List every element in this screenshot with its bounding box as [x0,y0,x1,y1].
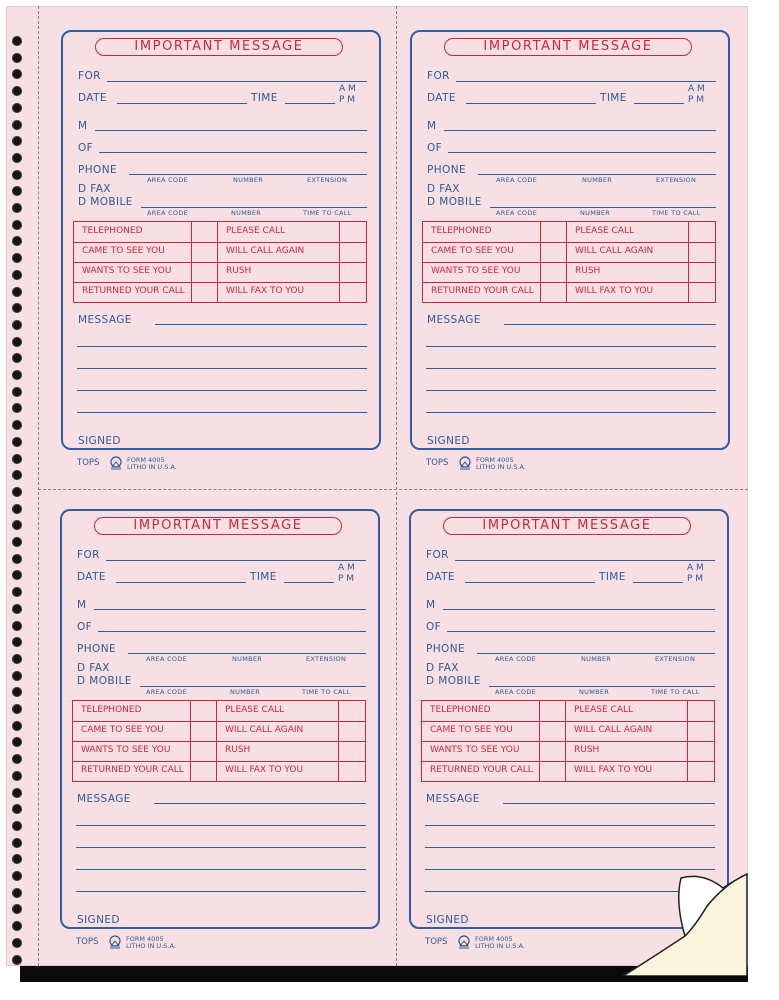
time-to-call-caption: TIME TO CALL [302,688,351,696]
binding-hole [12,888,22,898]
grid-row-divider [74,282,366,283]
date-field[interactable] [117,103,247,104]
binding-hole [12,170,22,180]
time-label: TIME [250,571,277,583]
option-returned-your-call[interactable]: RETURNED YOUR CALL [431,286,534,296]
mobile-label: MOBILE [438,675,481,687]
message-line[interactable] [425,847,715,848]
area-code-caption: AREA CODE [495,655,537,663]
option-returned-your-call[interactable]: RETURNED YOUR CALL [430,765,533,775]
option-will-fax-to-you[interactable]: WILL FAX TO YOU [225,765,304,775]
option-will-call-again[interactable]: WILL CALL AGAIN [225,725,304,735]
option-will-fax-to-you[interactable]: WILL FAX TO YOU [226,286,305,296]
binding-hole [12,320,22,330]
binding-hole [12,353,22,363]
binding-hole [12,387,22,397]
grid-col-divider [539,701,540,781]
extension-caption: EXTENSION [656,176,697,184]
message-line[interactable] [426,368,716,369]
grid-row-divider [73,721,365,722]
for-field[interactable] [106,560,366,561]
option-will-call-again[interactable]: WILL CALL AGAIN [575,246,654,256]
fax-checkbox-icon: D [78,183,87,195]
binding-hole [12,704,22,714]
message-line[interactable] [77,390,367,391]
option-telephoned[interactable]: TELEPHONED [430,705,491,715]
slip-title: IMPORTANT MESSAGE [95,38,343,56]
option-rush[interactable]: RUSH [225,745,251,755]
time-field[interactable] [633,582,683,583]
options-grid [72,700,366,782]
message-line[interactable] [155,324,367,325]
binding-hole [12,838,22,848]
area-code-caption-2: AREA CODE [147,209,189,217]
binding-hole [12,103,22,113]
grid-col-divider [687,701,688,781]
number-caption-2: NUMBER [580,209,611,217]
of-label: OF [426,621,442,633]
area-code-caption: AREA CODE [496,176,538,184]
phone-field[interactable] [478,174,716,175]
form-number: FORM 4005 [127,456,165,464]
grid-col-divider [191,222,192,302]
grid-col-divider [338,701,339,781]
grid-col-divider [339,222,340,302]
binding-hole [12,337,22,347]
time-field[interactable] [285,103,335,104]
binding-hole [12,654,22,664]
binding-hole [12,554,22,564]
binding-hole [12,69,22,79]
number-caption: NUMBER [582,176,613,184]
binding-hole [12,621,22,631]
signed-label: SIGNED [77,914,120,926]
grid-row-divider [423,262,715,263]
am-label: A M [338,563,355,573]
for-label: FOR [426,549,449,561]
phone-label: PHONE [427,164,466,176]
binding-hole [12,771,22,781]
option-please-call[interactable]: PLEASE CALL [574,705,634,715]
option-wants-to-see-you[interactable]: WANTS TO SEE YOU [81,745,171,755]
binding-hole [12,871,22,881]
binding-hole [12,186,22,196]
binding-hole [12,253,22,263]
options-grid [421,700,715,782]
made-in-label: LITHO IN U.S.A. [475,942,525,950]
option-will-fax-to-you[interactable]: WILL FAX TO YOU [575,286,654,296]
option-came-to-see-you[interactable]: CAME TO SEE YOU [430,725,513,735]
number-caption-2: NUMBER [230,688,261,696]
binding-hole [12,854,22,864]
am-label: A M [339,84,356,94]
slip-footer-4 [425,935,555,953]
pm-label: P M [688,95,705,105]
form-number: FORM 4005 [126,935,164,943]
signed-label: SIGNED [427,435,470,447]
fax-checkbox-icon: D [77,662,86,674]
date-label: DATE [77,571,106,583]
date-field[interactable] [116,582,246,583]
brand-label: TOPS [77,458,100,468]
time-label: TIME [599,571,626,583]
fax-mobile-field[interactable] [141,207,367,208]
fax-label: FAX [90,183,111,195]
grid-col-divider [688,222,689,302]
grid-row-divider [73,741,365,742]
binding-hole [12,487,22,497]
message-label: MESSAGE [77,793,131,805]
mobile-checkbox-icon: D [426,675,435,687]
m-field[interactable] [95,130,367,131]
horizontal-perforation [38,489,748,490]
for-field[interactable] [107,81,367,82]
fax-mobile-field[interactable] [140,686,366,687]
binding-hole [12,737,22,747]
grid-row-divider [74,242,366,243]
binding-hole [12,287,22,297]
phone-label: PHONE [78,164,117,176]
pm-label: P M [338,574,355,584]
binding-hole [12,420,22,430]
slip-footer-3 [76,935,206,953]
option-came-to-see-you[interactable]: CAME TO SEE YOU [82,246,165,256]
binding-hole [12,437,22,447]
message-slip-2 [410,30,730,450]
option-came-to-see-you[interactable]: CAME TO SEE YOU [431,246,514,256]
binding-hole [12,587,22,597]
time-field[interactable] [634,103,684,104]
message-line[interactable] [504,324,716,325]
message-slip-1 [61,30,381,450]
area-code-caption: AREA CODE [147,176,189,184]
mobile-checkbox[interactable] [427,196,482,208]
binding-hole [12,470,22,480]
binding-hole [12,637,22,647]
option-will-call-again[interactable]: WILL CALL AGAIN [226,246,305,256]
option-returned-your-call[interactable]: RETURNED YOUR CALL [81,765,184,775]
fax-checkbox[interactable] [427,183,460,195]
mobile-checkbox-icon: D [77,675,86,687]
binding-hole [12,370,22,380]
m-label: M [77,599,87,611]
m-field[interactable] [443,609,715,610]
of-label: OF [77,621,93,633]
m-label: M [78,120,88,132]
option-wants-to-see-you[interactable]: WANTS TO SEE YOU [430,745,520,755]
slip-footer-1 [77,456,207,474]
binding-hole [12,938,22,948]
of-label: OF [427,142,443,154]
binding-hole [12,721,22,731]
number-caption-2: NUMBER [579,688,610,696]
message-line[interactable] [77,346,367,347]
phone-label: PHONE [426,643,465,655]
time-to-call-caption: TIME TO CALL [652,209,701,217]
grid-col-divider [190,701,191,781]
date-label: DATE [426,571,455,583]
mobile-checkbox[interactable] [78,196,133,208]
grid-row-divider [74,262,366,263]
tops-logo-icon [108,935,122,949]
mobile-label: MOBILE [439,196,482,208]
time-to-call-caption: TIME TO CALL [303,209,352,217]
grid-col-divider [565,701,566,781]
grid-row-divider [422,721,714,722]
binding-hole [12,454,22,464]
phone-label: PHONE [77,643,116,655]
binding-hole [12,86,22,96]
for-label: FOR [78,70,101,82]
grid-col-divider [540,222,541,302]
message-line[interactable] [77,412,367,413]
binding-hole [12,403,22,413]
message-line[interactable] [426,390,716,391]
message-line[interactable] [426,346,716,347]
made-in-label: LITHO IN U.S.A. [476,463,526,471]
binding-hole [12,754,22,764]
binding-hole [12,821,22,831]
mobile-checkbox-icon: D [427,196,436,208]
fax-checkbox-icon: D [426,662,435,674]
of-field[interactable] [98,631,366,632]
slip-title: IMPORTANT MESSAGE [94,517,342,535]
binding-hole [12,921,22,931]
binding-hole [12,153,22,163]
fax-checkbox[interactable] [426,662,459,674]
message-label: MESSAGE [427,314,481,326]
binding-hole [12,220,22,230]
pm-label: P M [687,574,704,584]
brand-label: TOPS [425,937,448,947]
binding-hole [12,955,22,965]
binding-hole [12,520,22,530]
grid-row-divider [73,761,365,762]
message-line[interactable] [154,803,366,804]
fax-label: FAX [438,662,459,674]
option-please-call[interactable]: PLEASE CALL [575,226,635,236]
phone-field[interactable] [477,653,715,654]
area-code-caption: AREA CODE [146,655,188,663]
message-slip-3 [60,509,380,929]
binding-hole [12,687,22,697]
form-number: FORM 4005 [475,935,513,943]
time-field[interactable] [284,582,334,583]
option-will-fax-to-you[interactable]: WILL FAX TO YOU [574,765,653,775]
message-line[interactable] [425,825,715,826]
option-wants-to-see-you[interactable]: WANTS TO SEE YOU [82,266,172,276]
number-caption-2: NUMBER [231,209,262,217]
option-telephoned[interactable]: TELEPHONED [81,705,142,715]
grid-row-divider [422,761,714,762]
tops-logo-icon [457,935,471,949]
binding-hole [12,504,22,514]
fax-checkbox[interactable] [78,183,111,195]
phone-field[interactable] [129,174,367,175]
message-label: MESSAGE [78,314,132,326]
form-number: FORM 4005 [476,456,514,464]
message-line[interactable] [77,368,367,369]
extension-caption: EXTENSION [655,655,696,663]
phone-field[interactable] [128,653,366,654]
vertical-perforation [396,6,397,966]
binding-hole [12,604,22,614]
tops-logo-icon [109,456,123,470]
option-telephoned[interactable]: TELEPHONED [431,226,492,236]
fax-mobile-field[interactable] [490,207,716,208]
message-line[interactable] [76,891,366,892]
binding-hole [12,570,22,580]
number-caption: NUMBER [581,655,612,663]
message-line[interactable] [503,803,715,804]
m-label: M [427,120,437,132]
binding-hole [12,671,22,681]
pm-label: P M [339,95,356,105]
of-field[interactable] [448,152,716,153]
binding-hole [12,537,22,547]
binding-hole [12,120,22,130]
option-will-call-again[interactable]: WILL CALL AGAIN [574,725,653,735]
of-label: OF [78,142,94,154]
time-label: TIME [251,92,278,104]
option-telephoned[interactable]: TELEPHONED [82,226,143,236]
signed-label: SIGNED [78,435,121,447]
for-label: FOR [77,549,100,561]
extension-caption: EXTENSION [306,655,347,663]
brand-label: TOPS [426,458,449,468]
option-please-call[interactable]: PLEASE CALL [226,226,286,236]
option-rush[interactable]: RUSH [574,745,600,755]
mobile-label: MOBILE [89,675,132,687]
option-rush[interactable]: RUSH [226,266,252,276]
fax-checkbox-icon: D [427,183,436,195]
date-label: DATE [427,92,456,104]
date-field[interactable] [466,103,596,104]
grid-col-divider [566,222,567,302]
binding-hole [12,236,22,246]
message-line[interactable] [426,412,716,413]
fax-checkbox[interactable] [77,662,110,674]
mobile-checkbox[interactable] [77,675,132,687]
binding-hole [12,303,22,313]
m-field[interactable] [444,130,716,131]
fax-label: FAX [439,183,460,195]
time-to-call-caption: TIME TO CALL [651,688,700,696]
binding-hole [12,804,22,814]
for-label: FOR [427,70,450,82]
am-label: A M [688,84,705,94]
options-grid [422,221,716,303]
date-label: DATE [78,92,107,104]
area-code-caption-2: AREA CODE [146,688,188,696]
brand-label: TOPS [76,937,99,947]
message-label: MESSAGE [426,793,480,805]
number-caption: NUMBER [233,176,264,184]
grid-col-divider [216,701,217,781]
binding-hole [12,53,22,63]
option-please-call[interactable]: PLEASE CALL [225,705,285,715]
of-field[interactable] [447,631,715,632]
grid-col-divider [217,222,218,302]
option-rush[interactable]: RUSH [575,266,601,276]
option-came-to-see-you[interactable]: CAME TO SEE YOU [81,725,164,735]
grid-row-divider [423,242,715,243]
for-field[interactable] [456,81,716,82]
grid-row-divider [422,741,714,742]
time-label: TIME [600,92,627,104]
binding-hole [12,788,22,798]
made-in-label: LITHO IN U.S.A. [126,942,176,950]
extension-caption: EXTENSION [307,176,348,184]
slip-footer-2 [426,456,556,474]
area-code-caption-2: AREA CODE [496,209,538,217]
binding-hole [12,203,22,213]
spiral-binding [12,36,24,976]
slip-title: IMPORTANT MESSAGE [444,38,692,56]
signed-label: SIGNED [426,914,469,926]
page-curl-icon [615,866,755,976]
binding-hole [12,904,22,914]
area-code-caption-2: AREA CODE [495,688,537,696]
tops-logo-icon [458,456,472,470]
fax-label: FAX [89,662,110,674]
grid-row-divider [423,282,715,283]
m-label: M [426,599,436,611]
message-line[interactable] [76,869,366,870]
options-grid [73,221,367,303]
mobile-checkbox-icon: D [78,196,87,208]
made-in-label: LITHO IN U.S.A. [127,463,177,471]
message-line[interactable] [76,825,366,826]
message-line[interactable] [76,847,366,848]
binding-hole [12,36,22,46]
fax-mobile-field[interactable] [489,686,715,687]
of-field[interactable] [99,152,367,153]
mobile-label: MOBILE [90,196,133,208]
binding-perforation [38,6,39,966]
m-field[interactable] [94,609,366,610]
option-returned-your-call[interactable]: RETURNED YOUR CALL [82,286,185,296]
binding-hole [12,270,22,280]
option-wants-to-see-you[interactable]: WANTS TO SEE YOU [431,266,521,276]
mobile-checkbox[interactable] [426,675,481,687]
date-field[interactable] [465,582,595,583]
slip-title: IMPORTANT MESSAGE [443,517,691,535]
am-label: A M [687,563,704,573]
number-caption: NUMBER [232,655,263,663]
binding-hole [12,136,22,146]
for-field[interactable] [455,560,715,561]
